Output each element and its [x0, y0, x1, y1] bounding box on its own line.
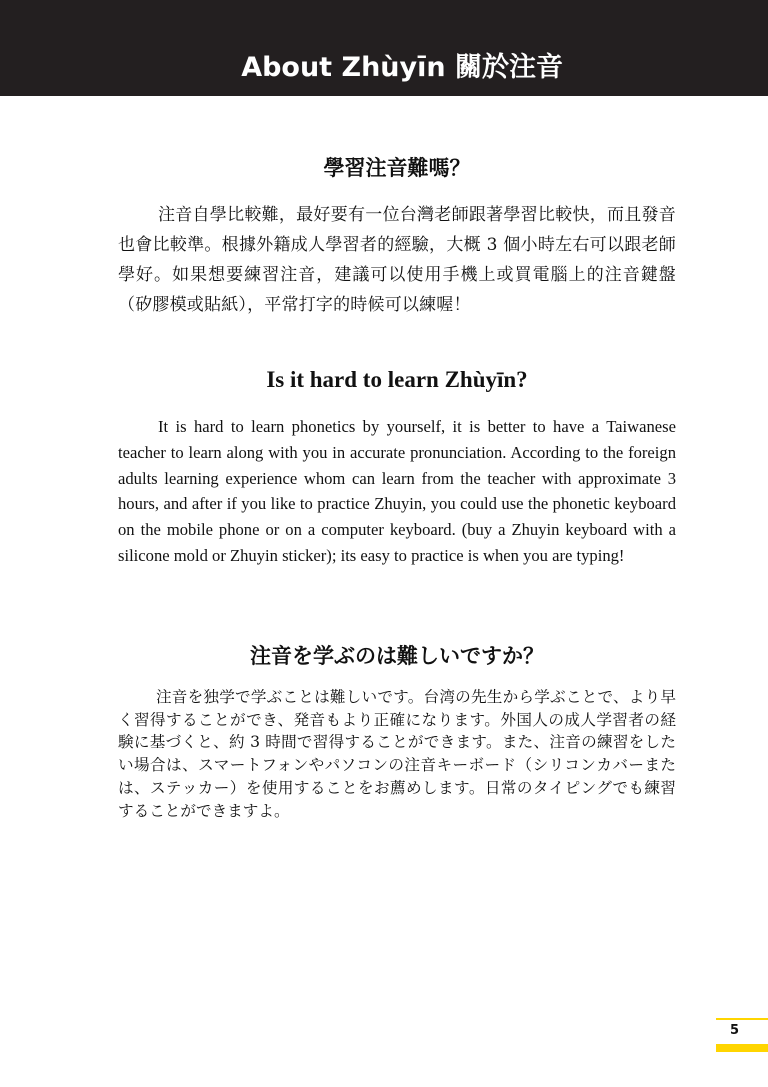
section-heading-english: Is it hard to learn Zhùyīn? [266, 367, 528, 392]
section-body-japanese: 注音を独学で学ぶことは難しいです。台湾の先生から学ぶことで、より早く習得することができ、発音もより正確になります。外国人の成人学習者の経験に基づくと、約 3 時間で習得することができます。また、注音の練習をしたい場合は、スマートフォンやパソコンの注音キーボード（シリコンカバーまたは、ステッカー）を使用することをお薦めします。日常のタイピングでも練習することができますよ。 [118, 688, 676, 820]
section-japanese [118, 640, 676, 822]
section-english [118, 362, 676, 569]
page-number-accent-bar [716, 1044, 768, 1052]
page-number-frame [716, 1018, 768, 1044]
page-number: 5 [730, 1023, 740, 1038]
section-body-english: It is hard to learn phonetics by yourself, it is better to have a Taiwanese teacher to learn along with you in accurate pronunciation. According to the foreign adults learning experience whom can learn from the teacher with approximate 3 hours, and after if you like to practice Zhuyin, you could use the phonetic keyboard on the mobile phone or on a computer keyboard. (buy a Zhuyin keyboard with a silicone mold or Zhuyin sticker); its easy to practice is when you are typing! [118, 417, 676, 565]
section-heading-japanese: 注音を学ぶのは難しいですか？ [250, 643, 544, 668]
page-title: About Zhùyīn 關於注音 [241, 52, 563, 83]
section-body-chinese: 注音自學比較難，最好要有一位台灣老師跟著學習比較快，而且發音也會比較準。根據外籍成人學習者的經驗，大概 3 個小時左右可以跟老師學好。如果想要練習注音，建議可以使用手機上或買電腦上的注音鍵盤（矽膠模或貼紙），平常打字的時候可以練喔！ [118, 205, 676, 315]
section-chinese [118, 152, 676, 320]
section-heading-chinese: 學習注音難嗎？ [323, 155, 471, 180]
